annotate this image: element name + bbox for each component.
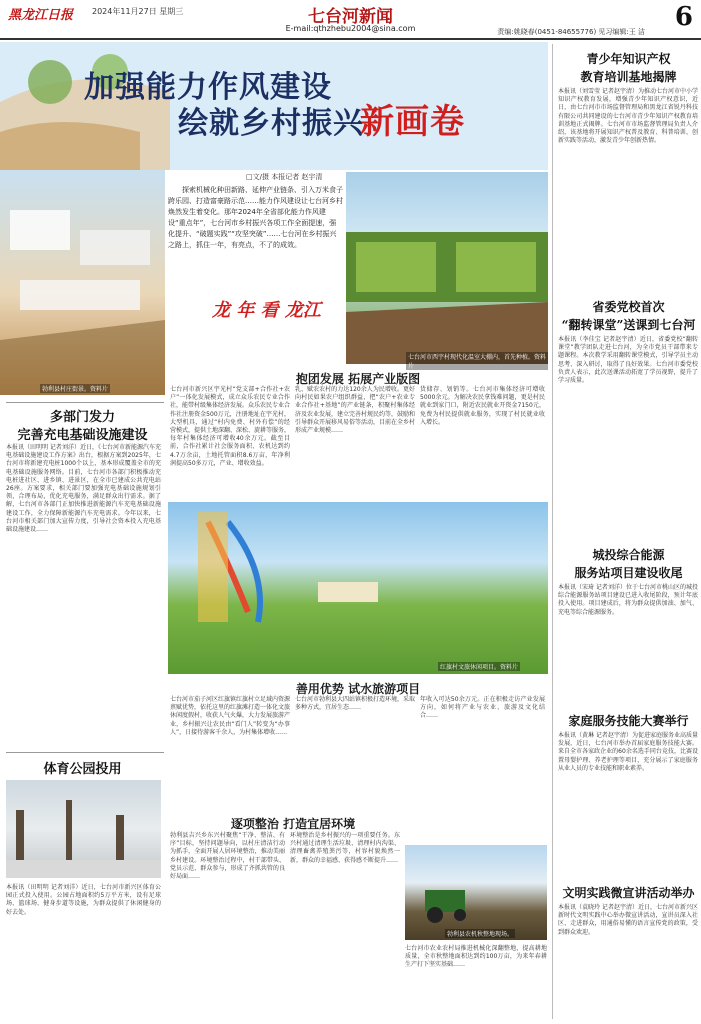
section3-col2: 环境整治是乡村振兴的一项重要任务。东兴村通过清理生活垃圾、清理村内沟渠、清理畜禽养殖粪污等，村容村貌焕然一新，群众的幸福感、获得感不断提升……: [290, 832, 400, 864]
playground-drawing: [168, 502, 548, 674]
right-article2-title-a: 省委党校首次: [592, 300, 665, 314]
playground-photo: [168, 502, 548, 674]
section1-title: 抱团发展 拓展产业版图: [295, 372, 421, 386]
issue-date: 2024年11月27日 星期三: [92, 7, 184, 16]
right-article4-body: 本报讯（黄琳 记者赵宇清）为促进家庭服务业高质量发展，近日，七台河市举办首届家庭服务技能大赛。来自全市各家政企业的60余名选手同台竞技，比赛设置母婴护理、养老护理等项目，充分展示了家庭服务从业人员的专业技能和职业素养。: [558, 732, 698, 772]
left-divider-2: [6, 752, 164, 753]
left-divider-1: [6, 402, 164, 403]
section-email: E-mail:qthzhebu2004@sina.com: [285, 24, 416, 33]
village-photo-drawing: [0, 170, 165, 395]
left-photo-village: [0, 170, 165, 395]
right-article3-title-a: 城投综合能源: [592, 548, 665, 562]
feature-lead: 探索机械化种田新路、延伸产业链条、引入万米食子跨乐园、打造富豪路示范……能力作风建设让七台河乡村焕然发生着变化。那年2024年全省部化能力作风建设“重点年”，七台河市乡村振兴各项工作全面提速，强化提升、“破题实践”“攻坚突破”……七台河在乡村振兴之路上，抓住一年，有亮点，不了的成效。: [168, 186, 343, 249]
left-article1-title-b: 完善充电基础设施建设: [17, 428, 148, 443]
left-article2-title: 体育公园投用: [43, 762, 122, 777]
headline-line-2b: 新画卷: [360, 102, 465, 142]
section1-col2: 乳、赋农农村的力达120余人为民增收。更好向村民如果农户组织群益，把“农户+农业专业合作社+基地”的产业链条，积聚村集体经济及农业发展，建立完善村规民约等，鼓励和引导群众开展移风易俗等活动，目前在全乡村形成产业规模……: [295, 386, 416, 435]
section3-col3: 七台河市农业农村局推进机械化深翻整地，提高耕地质量，全市秋整地面积达到约100万亩，为来年春耕生产打下坚实基础……: [405, 945, 547, 969]
right-article1-body: 本报讯（刘雪莹 记者赵宇清）为推动七台河市中小学知识产权教育发展，增强青少年知识产权意识，近日，由七台河市市场监督管理局和黑龙江省锐丹科技有限公司共同建设的七台河市青少年知识产权教育培训基地正式揭牌。七台河市市场监督管理局负责人介绍，该基地将开展知识产权普及教育、科普培训、创新实践等活动，激发青少年创新热情。: [558, 88, 698, 145]
editors-line: 责编:姚晓春(0451-84655776) 见习编辑:王 洁: [497, 28, 645, 36]
page-number: 6: [674, 2, 693, 32]
playground-photo-caption: 红旗村文旅休闲项目。资料片: [440, 664, 519, 671]
series-logo: [212, 296, 321, 322]
right-column-divider: [552, 44, 553, 1019]
section2-col2: 七台河市勃利县大四站镇积极打造环境，采取多种方式，宜居生态……: [295, 696, 416, 712]
tractor-drawing: [405, 845, 547, 940]
right-article4-title: 家庭服务技能大赛举行: [568, 714, 689, 728]
section-title: 七台河新闻: [308, 7, 393, 27]
sports-park-drawing: [6, 780, 161, 878]
headline-line-1: 加强能力作风建设: [84, 70, 332, 105]
section2-col3: 年收入可达50余万元。正在积极走访产业发展方向，如何将产业与农业、旅游及文化结合……: [420, 696, 545, 720]
right-article3-body: 本报讯（宋琦 记者刘洋）位于七台河市桃山区的城投综合能源服务站项目建设已进入收尾阶段，预计年底投入使用。项目建成后，将为群众提供加油、加气、充电等综合能源服务。: [558, 584, 698, 616]
section1-col3: 货储存、划销等。七台河市集体经济可增收5000余元。为解决农民拿钱难问题，更是村民就业到家门口，附近农民就业开资金7150元，免费为村民提供就业服务，实现了村民就业收入增长。: [420, 386, 545, 426]
right-article2-title-b: “翻转课堂”送课到七台河: [561, 318, 696, 332]
section1-col1: 七台河市新兴区宇光村“党支部+合作社+农户”一体化发展模式，成立众乐农民专业合作社，能带村级集体经济发展。众乐农民专业合作社注册资金500万元，注册地址在宇光村，大型机具，通过“村内免费、村外有偿”的经营模式，提供土地深翻、深松、旋耕等服务，每年村集体经济可增收40余万元。截至目前，合作社累计社会服务面积、农机达到约4.7万余亩，土地托管面积8.6万亩，年净利润提高50多万元，产业、增收效益。: [170, 386, 291, 467]
section3-title: 逐项整治 打造宜居环境: [230, 817, 356, 831]
greenhouse-photo: [346, 172, 548, 370]
right-article2-body: 本报讯（李佳宝 记者赵宇清）近日，省委党校“翻转课堂”教学团队走进七台河，为全市党员干部带来专题课程。本次教学采用翻转课堂模式，引导学员主动思考、深入研讨，取得了良好效果。七台河市委党校负责人表示，此次送课活动拓宽了学员视野，提升了学习质量。: [558, 336, 698, 385]
left-article1-title-a: 多部门发力: [49, 410, 115, 425]
series-logo-text: 龙 年 看 龙江: [212, 300, 321, 321]
section2-title: 善用优势 试水旅游项目: [295, 682, 421, 696]
harvest-photo-caption: 勃利县农机秋整地现场。: [447, 931, 514, 938]
sports-park-photo: [6, 780, 161, 878]
feature-byline: □文/摄 本报记者 赵宇清: [246, 173, 323, 181]
right-article3-title-b: 服务站项目建设收尾: [574, 566, 683, 580]
section2-col1: 七台河市茄子河区红旗镇红旗村立足域内资源禀赋优势，依托这里的红旗滩打造一体化文旅休闲度假村，收获人气火爆，大力发展旅游产业，乡村振兴让农民由“看门人”转变为“办事人”，日接待游客千余人，为村集体增收……: [170, 696, 291, 736]
section3-col1: 勃利县吉兴乡东兴村聚焦“干净、整洁、有序”目标，坚持问题导向，以村庄清洁行动为抓手，全面开展人居环境整治，推动美丽乡村建设。环境整治过程中，村干部带头、党员示范、群众参与，形成了齐抓共管的良好局面……: [170, 832, 285, 881]
harvest-photo: [405, 845, 547, 940]
right-article5-title: 文明实践微宣讲活动举办: [562, 886, 695, 900]
left-photo-caption: 勃利县村庄街景。资料片: [42, 386, 109, 393]
greenhouse-photo-caption: 七台河市西宇村现代化温室大棚内，首先种植。资料片: [408, 354, 547, 370]
masthead: [0, 0, 701, 40]
right-article1-title-a: 青少年知识产权: [586, 52, 671, 66]
greenhouse-drawing: [346, 172, 548, 364]
right-article1-title-b: 教育培训基地揭牌: [580, 70, 677, 84]
headline-line-2a: 绘就乡村振兴: [178, 106, 364, 141]
left-article2-body: 本报讯（田明明 记者刘洋）近日，七台河市新兴区体育公园正式投入使用。公园占地面积约5万平方米，设有足球场、篮球场、健身步道等设施，为群众提供了休闲健身的好去处。: [6, 884, 161, 916]
newspaper-logo: 黑龙江日报: [8, 8, 74, 23]
left-article1-body: 本报讯（田明明 记者刘洋）近日，《七台河市新能源汽车充电基础设施建设工作方案》出台，根据方案到2025年，七台河市将新建充电桩1000个以上，基本形成覆盖全市的充电基础设施服务网络。目前，七台河市各部门积极推动充电桩进社区、进乡镇、进景区，在全市已建成公共充电站26座。方案要求，相关部门要加强充电基础设施规划引领，合理布局，优化充电服务，满足群众出行需求。据了解，七台河市各部门正加快推进新能源汽车充电基础设施建设工作，全力保障新能源汽车充电需求。今年以来，七台河市相关部门加大宣传力度，引导社会资本投入充电基础设施建设……: [6, 444, 161, 534]
right-article5-body: 本报讯（袁晓玲 记者赵宇清）近日，七台河市新兴区新时代文明实践中心举办微宣讲活动，宣讲员深入社区、走进群众，用通俗易懂的语言宣传党的政策，受到群众欢迎。: [558, 904, 698, 936]
